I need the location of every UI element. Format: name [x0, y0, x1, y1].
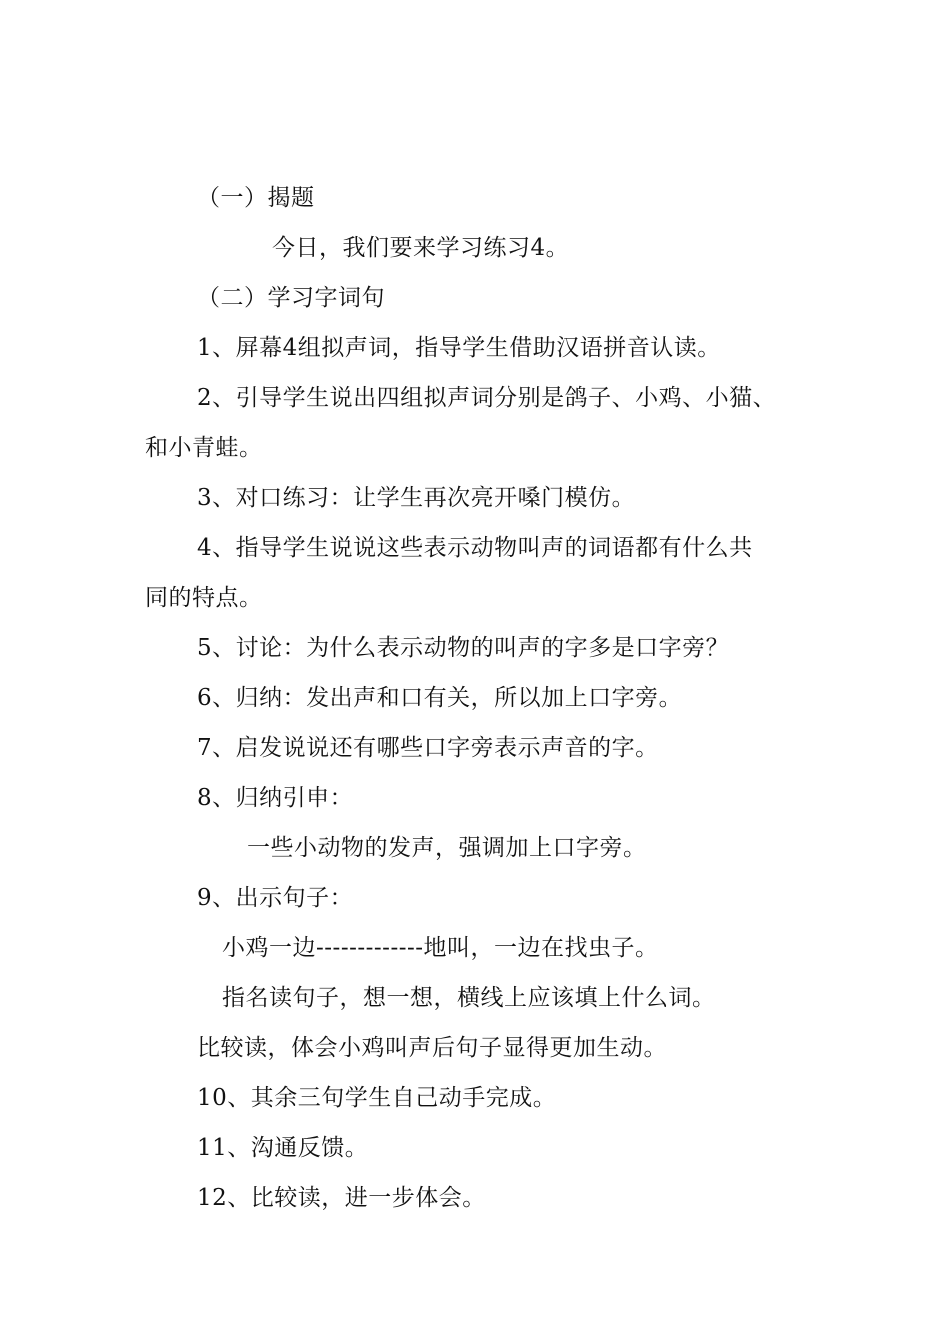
paragraph: 比较读，体会小鸡叫声后句子显得更加生动。 — [197, 1035, 667, 1061]
section-heading-1: （一）揭题 — [197, 185, 315, 211]
list-item: 12、比较读，进一步体会。 — [197, 1185, 486, 1211]
list-item: 5、讨论：为什么表示动物的叫声的字多是口字旁？ — [197, 635, 730, 661]
paragraph: 今日，我们要来学习练习4。 — [272, 235, 570, 261]
list-item: 6、归纳：发出声和口有关，所以加上口字旁。 — [197, 685, 683, 711]
section-heading-2: （二）学习字词句 — [197, 285, 385, 311]
list-item: 2、引导学生说出四组拟声词分别是鸽子、小鸡、小猫、 — [197, 385, 777, 411]
list-item: 7、启发说说还有哪些口字旁表示声音的字。 — [197, 735, 659, 761]
list-item: 1、屏幕4组拟声词，指导学生借助汉语拼音认读。 — [197, 335, 721, 361]
list-item: 4、指导学生说说这些表示动物叫声的词语都有什么共 — [197, 535, 753, 561]
list-item: 8、归纳引申： — [197, 785, 354, 811]
paragraph: 一些小动物的发声，强调加上口字旁。 — [247, 835, 647, 861]
list-item-continuation: 和小青蛙。 — [145, 435, 263, 461]
list-item: 11、沟通反馈。 — [197, 1135, 369, 1161]
list-item: 10、其余三句学生自己动手完成。 — [197, 1085, 557, 1111]
list-item: 9、出示句子： — [197, 885, 354, 911]
example-sentence: 小鸡一边-------------地叫，一边在找虫子。 — [222, 935, 659, 961]
paragraph: 指名读句子，想一想，横线上应该填上什么词。 — [222, 985, 716, 1011]
list-item-continuation: 同的特点。 — [145, 585, 263, 611]
list-item: 3、对口练习：让学生再次亮开嗓门模仿。 — [197, 485, 636, 511]
